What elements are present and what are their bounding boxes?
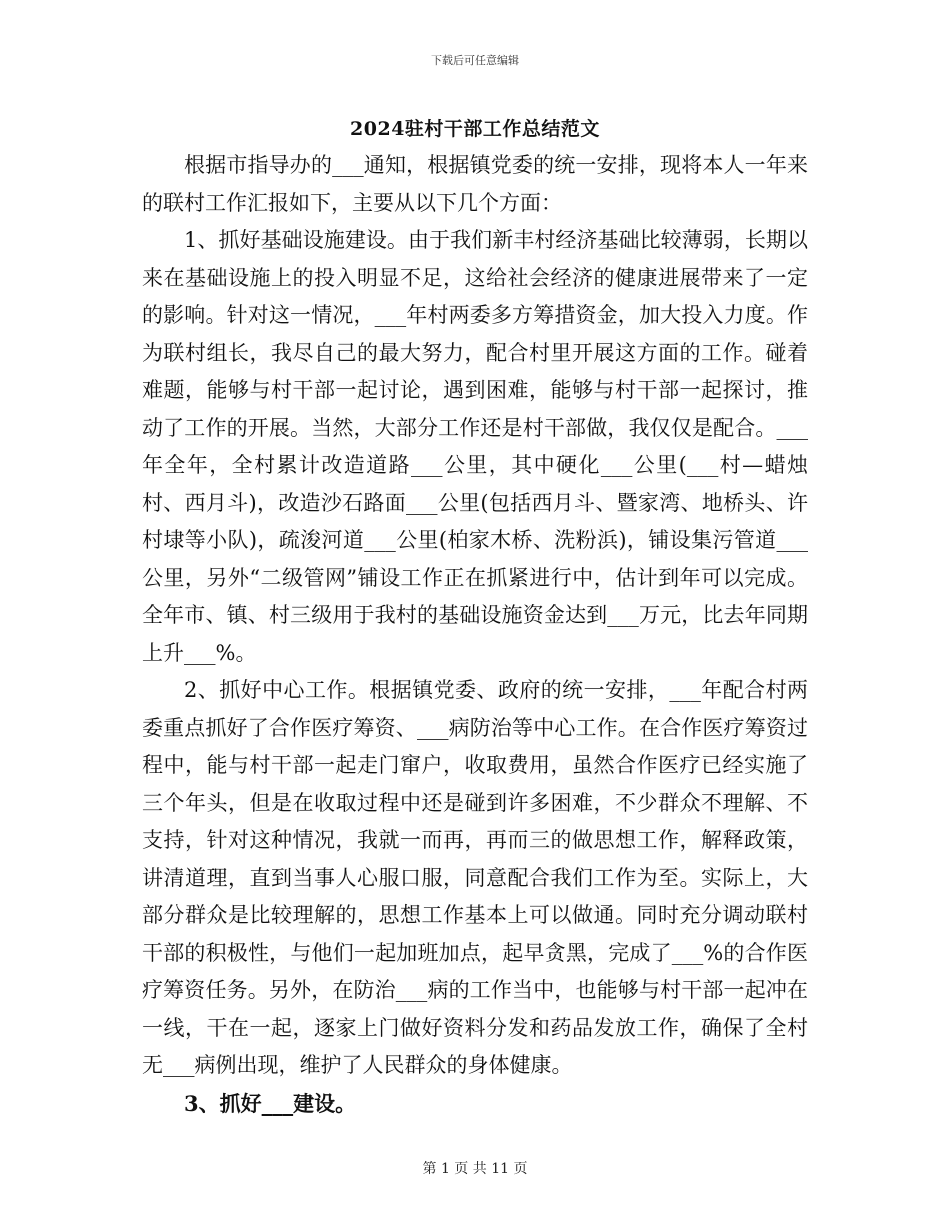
document-title: 2024驻村干部工作总结范文	[350, 118, 600, 140]
paragraph-intro: 根据市指导办的___通知，根据镇党委的统一安排，现将本人一年来的联村工作汇报如下，主要从以下几个方面：	[142, 153, 808, 215]
document-body	[142, 147, 808, 1122]
page-header-note: 下载后可任意编辑	[431, 54, 519, 67]
paragraph-central-work: 2、抓好中心工作。根据镇党委、政府的统一安排，___年配合村两委重点抓好了合作医疗筹资、___病防治等中心工作。在合作医疗筹资过程中，能与村干部一起走门窜户，收取费用，虽然合作医疗已经实施了三个年头，但是在收取过程中还是碰到许多困难，不少群众不理解、不支持，针对这种情况，我就一而再，再而三的做思想工作，解释政策，讲清道理，直到当事人心服口服，同意配合我们工作为至。实际上，大部分群众是比较理解的，思想工作基本上可以做通。同时充分调动联村干部的积极性，与他们一起加班加点，起早贪黑，完成了___%的合作医疗筹资任务。另外，在防治___病的工作当中，也能够与村干部一起冲在一线，干在一起，逐家上门做好资料分发和药品发放工作，确保了全村无___病例出现，维护了人民群众的身体健康。	[142, 678, 808, 1077]
paragraph-infrastructure: 1、抓好基础设施建设。由于我们新丰村经济基础比较薄弱，长期以来在基础设施上的投入明显不足，这给社会经济的健康进展带来了一定的影响。针对这一情况，___年村两委多方筹措资金，加大投入力度。作为联村组长，我尽自己的最大努力，配合村里开展这方面的工作。碰着难题，能够与村干部一起讨论，遇到困难，能够与村干部一起探讨，推动了工作的开展。当然，大部分工作还是村干部做，我仅仅是配合。___年全年，全村累计改造道路___公里，其中硬化___公里(___村—蜡烛村、西月斗)，改造沙石路面___公里(包括西月斗、暨家湾、地桥头、许村埭等小队)，疏浚河道___公里(柏家木桥、洗粉浜)，铺设集污管道___公里，另外“二级管网”铺设工作正在抓紧进行中，估计到年可以完成。全年市、镇、村三级用于我村的基础设施资金达到___万元，比去年同期上升___%。	[142, 228, 808, 665]
page-footer-number: 第 1 页 共 11 页	[422, 1161, 528, 1177]
section-heading-3: 3、抓好___建设。	[184, 1090, 357, 1116]
